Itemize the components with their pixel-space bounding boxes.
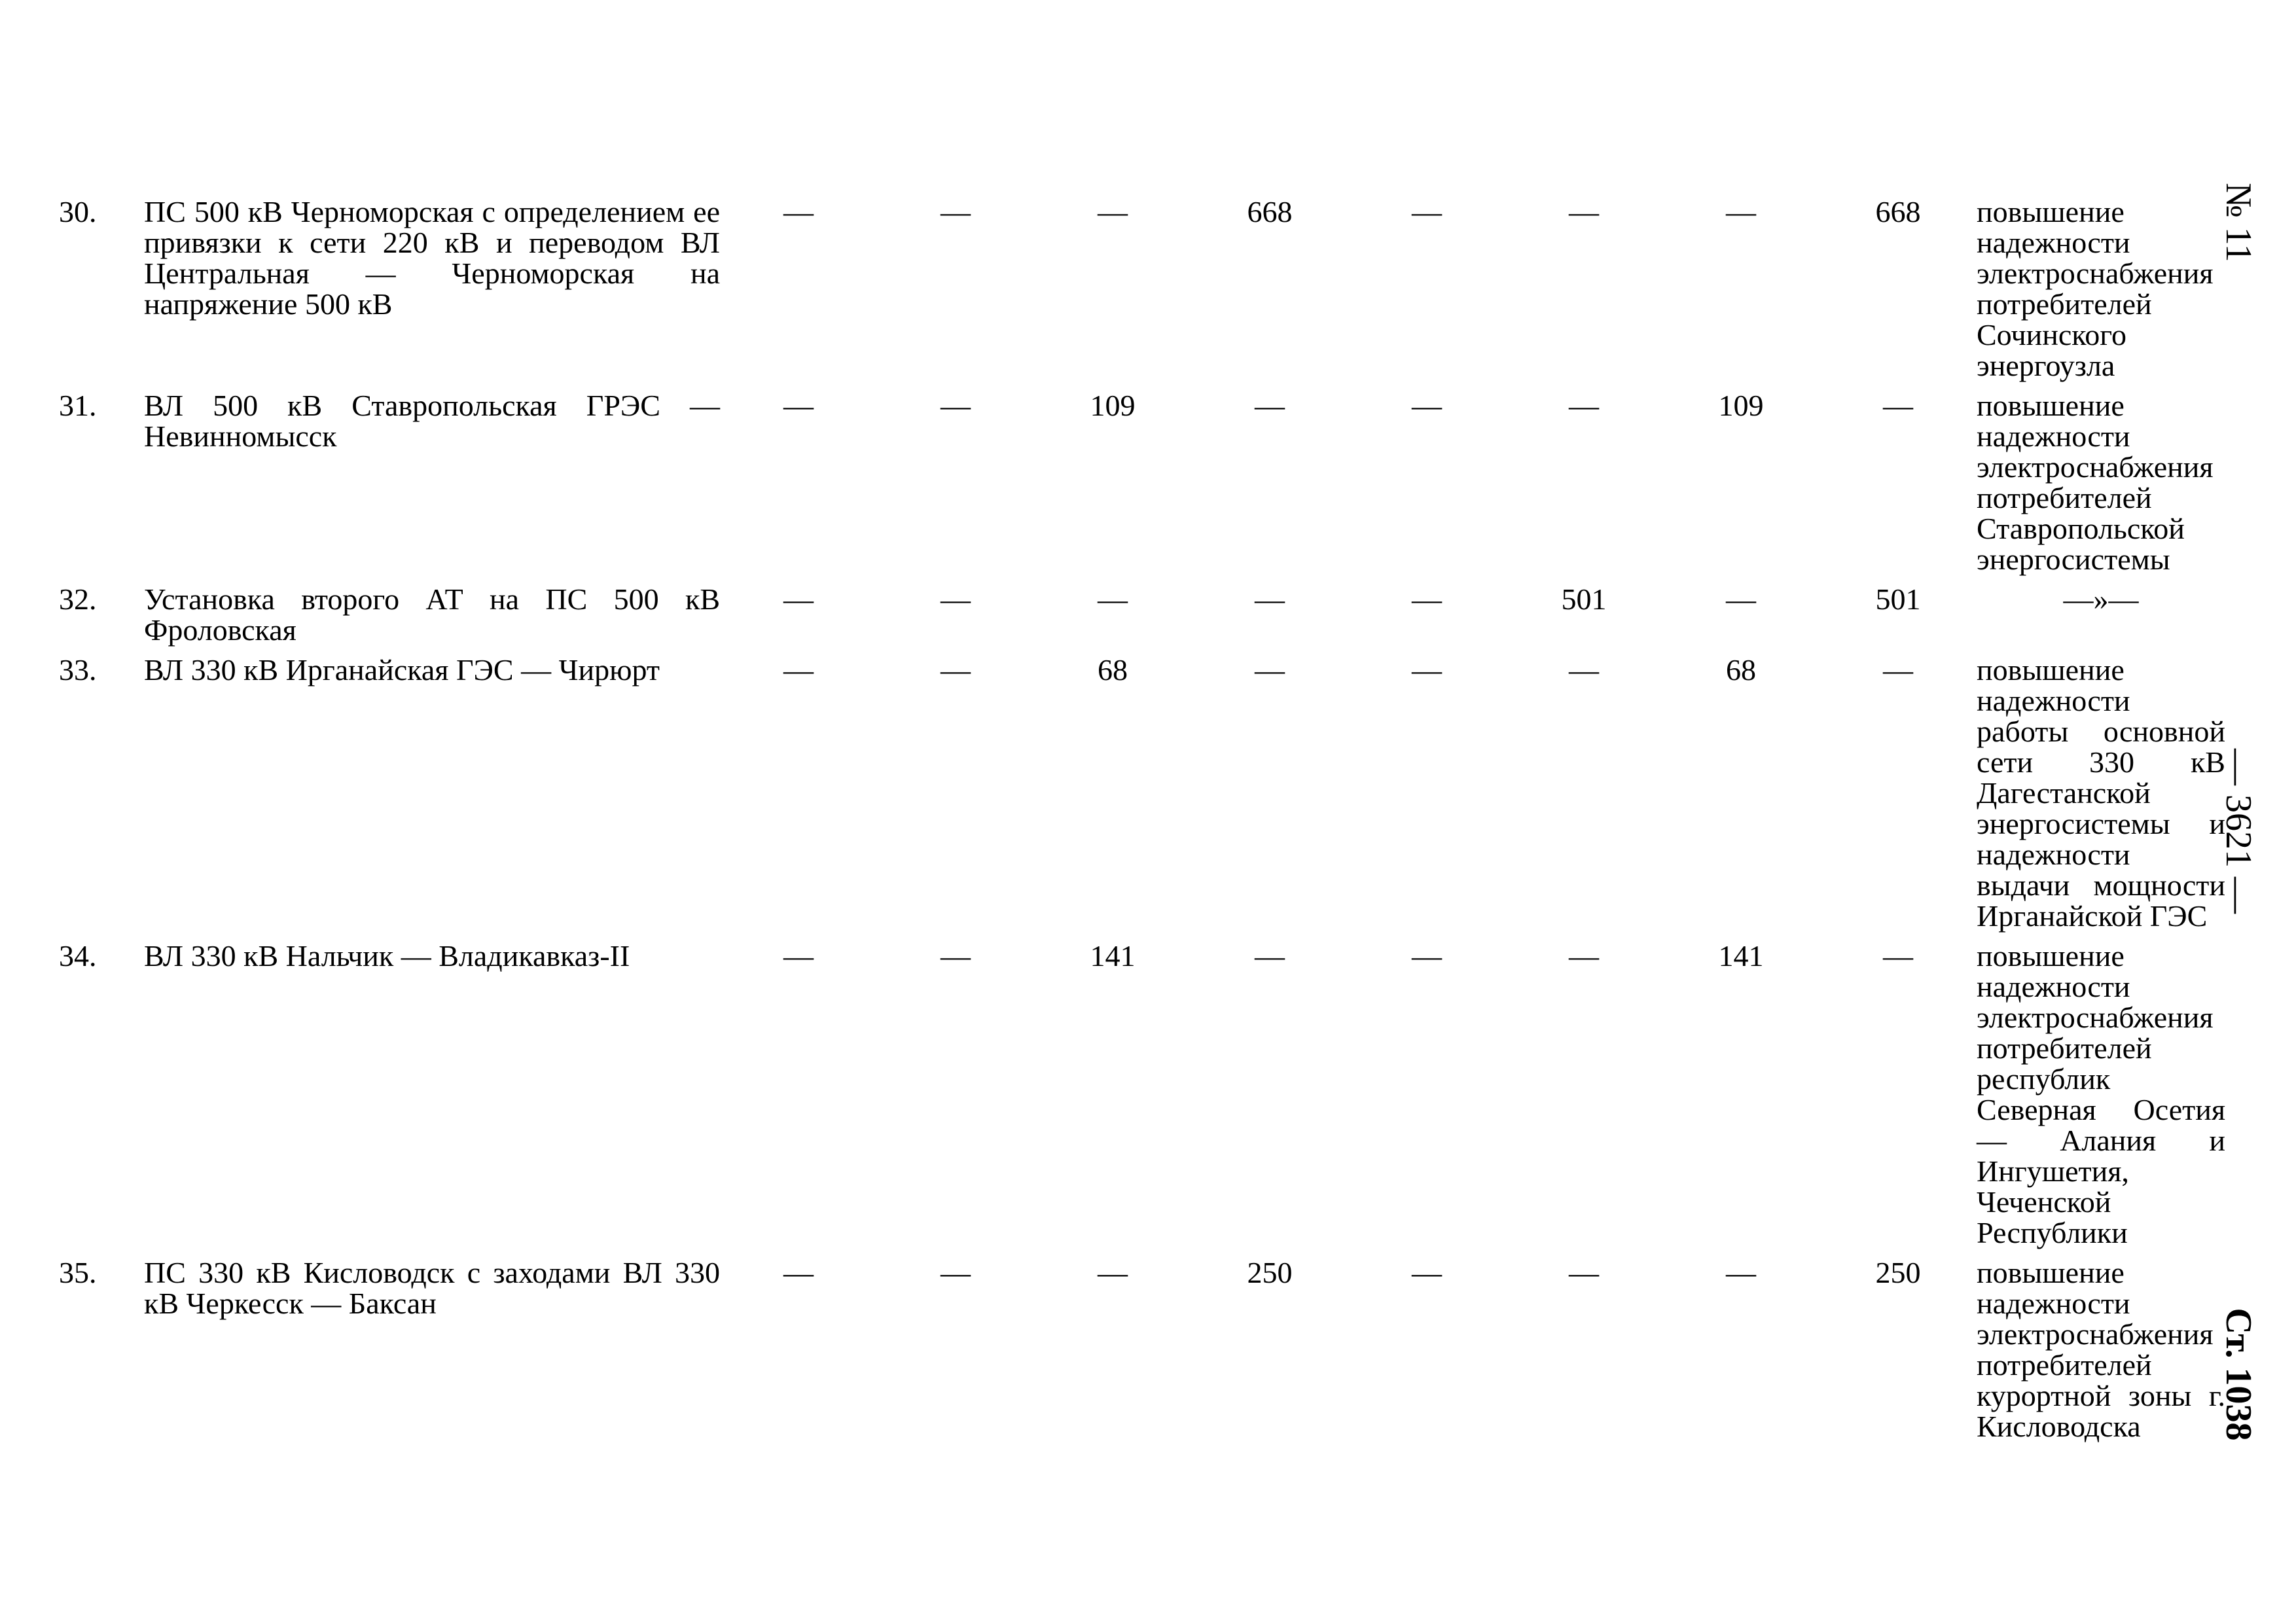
value-cell: — bbox=[1883, 939, 1913, 972]
article-reference: Ст. 1038 bbox=[2218, 1308, 2259, 1441]
value-cell: — bbox=[1412, 195, 1442, 228]
value-cell: — bbox=[1412, 1256, 1442, 1289]
value-cell: — bbox=[1569, 1256, 1599, 1289]
value-cell: 250 bbox=[1247, 1256, 1293, 1289]
purpose-text: повышение надежности электроснабжения потребителей республик Северная Осетия — Алания и Ингушетия, Чеченской Республики bbox=[1977, 939, 2225, 1249]
facility-name: ВЛ 330 кВ Нальчик — Владикавказ-II bbox=[144, 939, 630, 972]
value-cell: 109 bbox=[1090, 389, 1136, 422]
value-cell: — bbox=[941, 582, 971, 616]
value-cell: — bbox=[1569, 653, 1599, 687]
value-cell: — bbox=[783, 389, 814, 422]
purpose-text: повышение надежности электроснабжения потребителей Сочинского энергоузла bbox=[1977, 195, 2214, 382]
row-number: 32. bbox=[59, 582, 97, 616]
purpose-text: повышение надежности электроснабжения потребителей Ставропольской энергосистемы bbox=[1977, 389, 2214, 576]
table-row bbox=[59, 196, 2225, 390]
value-cell: — bbox=[783, 939, 814, 972]
value-cell: — bbox=[941, 1256, 971, 1289]
value-cell: — bbox=[1883, 653, 1913, 687]
table-row bbox=[59, 1257, 2225, 1451]
purpose-text: —»— bbox=[2063, 582, 2139, 616]
row-number: 35. bbox=[59, 1256, 97, 1289]
value-cell: 501 bbox=[1561, 582, 1607, 616]
value-cell: — bbox=[1412, 389, 1442, 422]
page-number: — 3621 — bbox=[2218, 749, 2259, 914]
value-cell: — bbox=[1726, 1256, 1756, 1289]
value-cell: — bbox=[1412, 653, 1442, 687]
value-cell: — bbox=[1569, 195, 1599, 228]
value-cell: — bbox=[1412, 939, 1442, 972]
value-cell: — bbox=[1726, 582, 1756, 616]
value-cell: — bbox=[783, 653, 814, 687]
purpose-text: повышение надежности работы основной сети 330 кВ Дагестанской энергосистемы и надежности выдачи мощности Ирганайской ГЭС bbox=[1977, 653, 2225, 933]
table-row bbox=[59, 584, 2225, 654]
value-cell: — bbox=[1098, 1256, 1128, 1289]
value-cell: — bbox=[941, 653, 971, 687]
table-row bbox=[59, 390, 2225, 584]
value-cell: — bbox=[1255, 582, 1285, 616]
value-cell: — bbox=[783, 1256, 814, 1289]
value-cell: — bbox=[1883, 389, 1913, 422]
row-number: 31. bbox=[59, 389, 97, 422]
value-cell: — bbox=[1726, 195, 1756, 228]
row-number: 33. bbox=[59, 653, 97, 687]
value-cell: — bbox=[1098, 195, 1128, 228]
facility-name: ПС 330 кВ Кисловодск с заходами ВЛ 330 кВ Черкесск — Баксан bbox=[144, 1256, 720, 1320]
value-cell: — bbox=[1255, 389, 1285, 422]
value-cell: — bbox=[1255, 653, 1285, 687]
value-cell: — bbox=[783, 195, 814, 228]
value-cell: 109 bbox=[1718, 389, 1764, 422]
value-cell: — bbox=[1255, 939, 1285, 972]
value-cell: — bbox=[1569, 389, 1599, 422]
value-cell: 68 bbox=[1726, 653, 1756, 687]
value-cell: 501 bbox=[1875, 582, 1921, 616]
row-number: 30. bbox=[59, 195, 97, 228]
table-row bbox=[59, 940, 2225, 1257]
value-cell: — bbox=[783, 582, 814, 616]
facility-name: ВЛ 500 кВ Ставропольская ГРЭС — Невинномысск bbox=[144, 389, 720, 453]
value-cell: 141 bbox=[1090, 939, 1136, 972]
value-cell: — bbox=[1098, 582, 1128, 616]
value-cell: 68 bbox=[1098, 653, 1128, 687]
value-cell: — bbox=[941, 389, 971, 422]
value-cell: 668 bbox=[1875, 195, 1921, 228]
row-number: 34. bbox=[59, 939, 97, 972]
value-cell: — bbox=[1412, 582, 1442, 616]
facility-name: ВЛ 330 кВ Ирганайская ГЭС — Чирюрт bbox=[144, 653, 660, 687]
value-cell: 668 bbox=[1247, 195, 1293, 228]
purpose-text: повышение надежности электроснабжения потребителей курортной зоны г. Кисловодска bbox=[1977, 1256, 2225, 1443]
facility-name: Установка второго АТ на ПС 500 кВ Фроловская bbox=[144, 582, 720, 647]
issue-number: № 11 bbox=[2218, 183, 2259, 262]
table-row bbox=[59, 654, 2225, 940]
value-cell: 141 bbox=[1718, 939, 1764, 972]
value-cell: — bbox=[941, 195, 971, 228]
facility-name: ПС 500 кВ Черноморская с определением ее привязки к сети 220 кВ и переводом ВЛ Центральная — Черноморская на напряжение 500 кВ bbox=[144, 195, 720, 321]
value-cell: 250 bbox=[1875, 1256, 1921, 1289]
value-cell: — bbox=[1569, 939, 1599, 972]
investment-table bbox=[59, 196, 2225, 1451]
value-cell: — bbox=[941, 939, 971, 972]
